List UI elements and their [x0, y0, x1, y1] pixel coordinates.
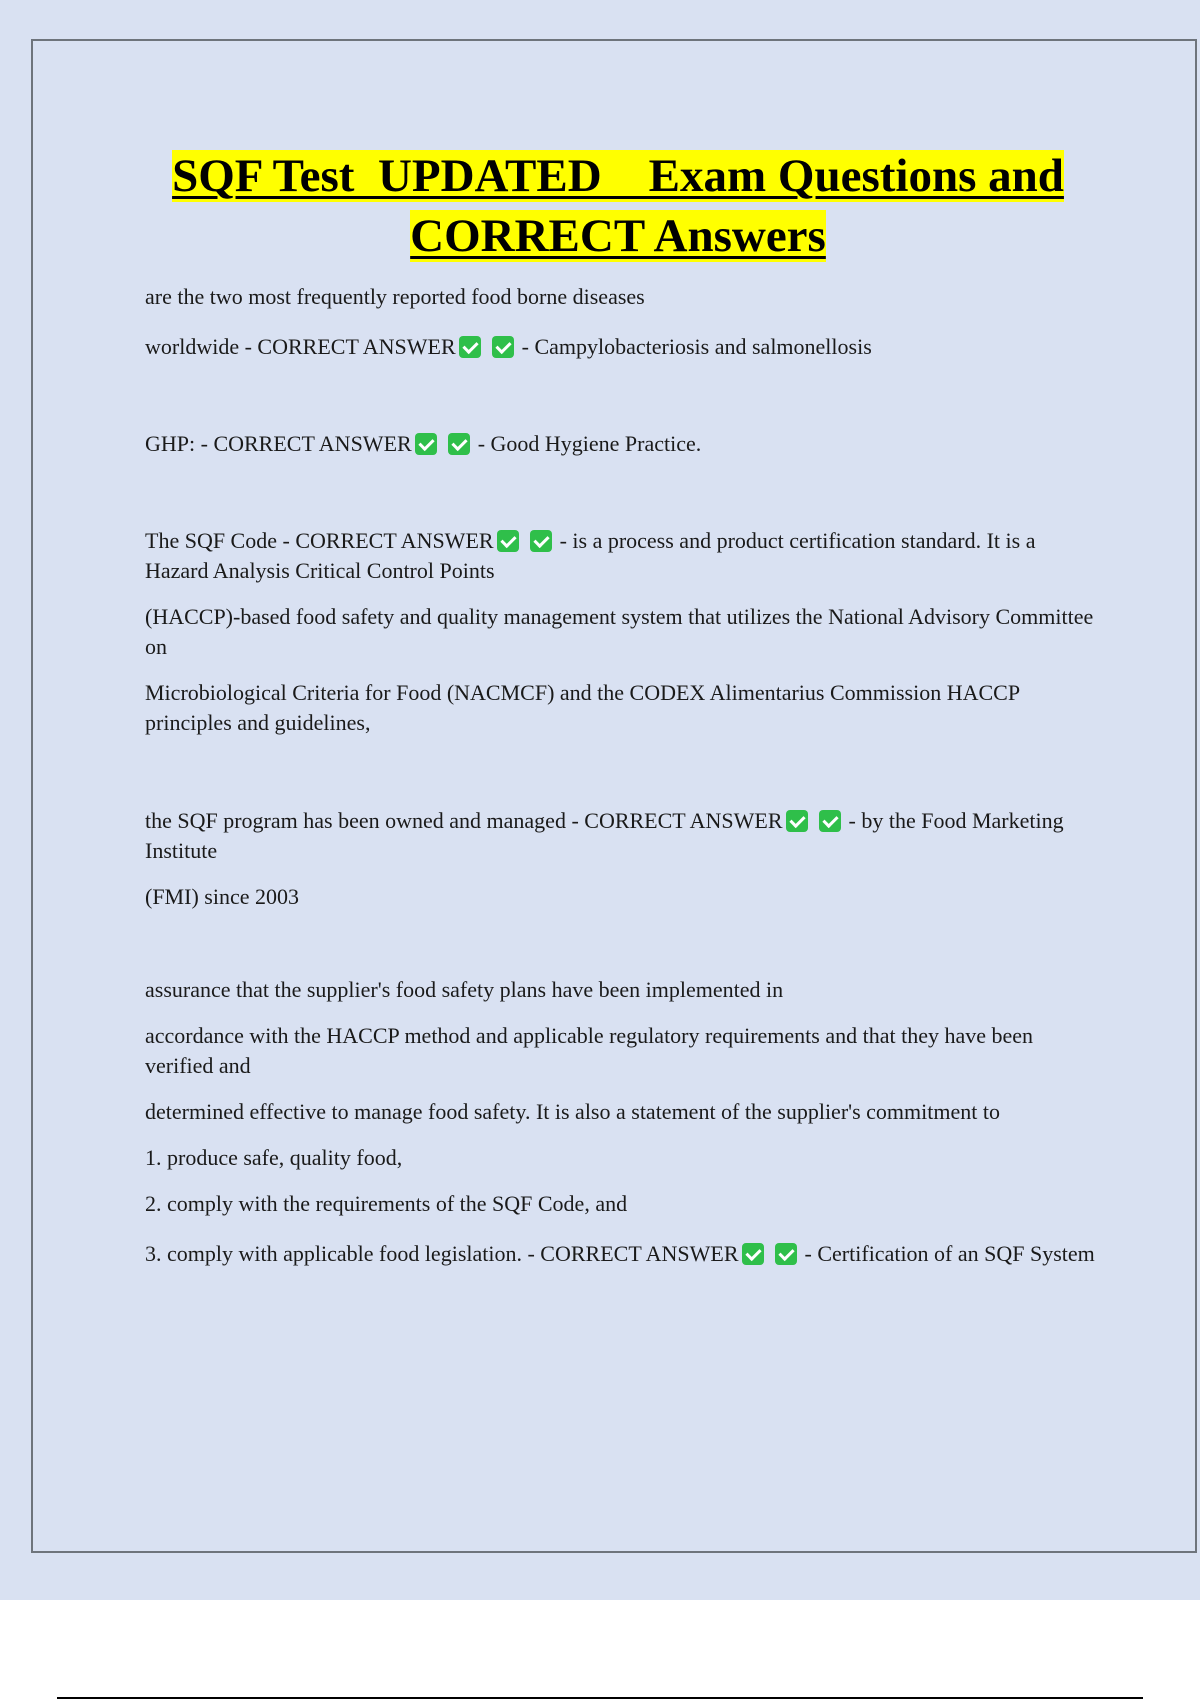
qa-4-answer: - by the Food Marketing Institute	[145, 808, 1064, 863]
check-icon	[530, 530, 552, 552]
qa-3-answer-line	[145, 526, 1095, 586]
title-line-1: SQF Test UPDATED Exam Questions and	[172, 150, 1064, 202]
qa-4-answer-line	[145, 806, 1095, 866]
title-line-2: CORRECT Answers	[410, 210, 826, 262]
document-body	[145, 282, 1095, 1269]
qa-5-answer-line	[145, 1239, 1095, 1269]
check-icon	[786, 810, 808, 832]
qa-2-answer: - Good Hygiene Practice.	[477, 431, 702, 456]
qa-4-continuation: (FMI) since 2003	[145, 884, 299, 909]
check-icon	[492, 336, 514, 358]
check-icon	[459, 336, 481, 358]
bottom-divider	[57, 1697, 1143, 1699]
qa-1-answer-line	[145, 332, 1095, 362]
check-icon	[497, 530, 519, 552]
check-icon	[819, 810, 841, 832]
qa-3-continuation: Microbiological Criteria for Food (NACMCF) and the CODEX Alimentarius Commission HACCP principles and guidelines,	[145, 680, 1020, 735]
check-icon	[775, 1243, 797, 1265]
qa-5-answer: - Certification of an SQF System	[804, 1241, 1095, 1266]
qa-5-list-item: 2. comply with the requirements of the SQF Code, and	[145, 1191, 628, 1216]
qa-3-continuation: (HACCP)-based food safety and quality management system that utilizes the National Advisory Committee on	[145, 604, 1094, 659]
qa-2-question: GHP: - CORRECT ANSWER	[145, 431, 412, 456]
qa-3-question: The SQF Code - CORRECT ANSWER	[145, 528, 494, 553]
qa-3-answer: - is a process and product certification standard. It is a Hazard Analysis Critical Control Points	[145, 528, 1036, 583]
check-icon	[742, 1243, 764, 1265]
qa-2-answer-line	[145, 429, 1095, 459]
check-icon	[448, 433, 470, 455]
qa-4-question: the SQF program has been owned and managed - CORRECT ANSWER	[145, 808, 783, 833]
qa-5-pre-line: accordance with the HACCP method and applicable regulatory requirements and that they have been verified and	[145, 1023, 1034, 1078]
qa-1-question: worldwide - CORRECT ANSWER	[145, 334, 456, 359]
qa-5-question: 3. comply with applicable food legislation. - CORRECT ANSWER	[145, 1241, 739, 1266]
document-title	[120, 146, 1116, 266]
qa-5-pre-line: determined effective to manage food safety. It is also a statement of the supplier's commitment to	[145, 1099, 1000, 1124]
check-icon	[415, 433, 437, 455]
qa-1-pre-line: are the two most frequently reported food borne diseases	[145, 284, 645, 309]
qa-5-list-item: 1. produce safe, quality food,	[145, 1145, 403, 1170]
qa-5-pre-line: assurance that the supplier's food safety plans have been implemented in	[145, 977, 784, 1002]
qa-1-answer: - Campylobacteriosis and salmonellosis	[521, 334, 872, 359]
